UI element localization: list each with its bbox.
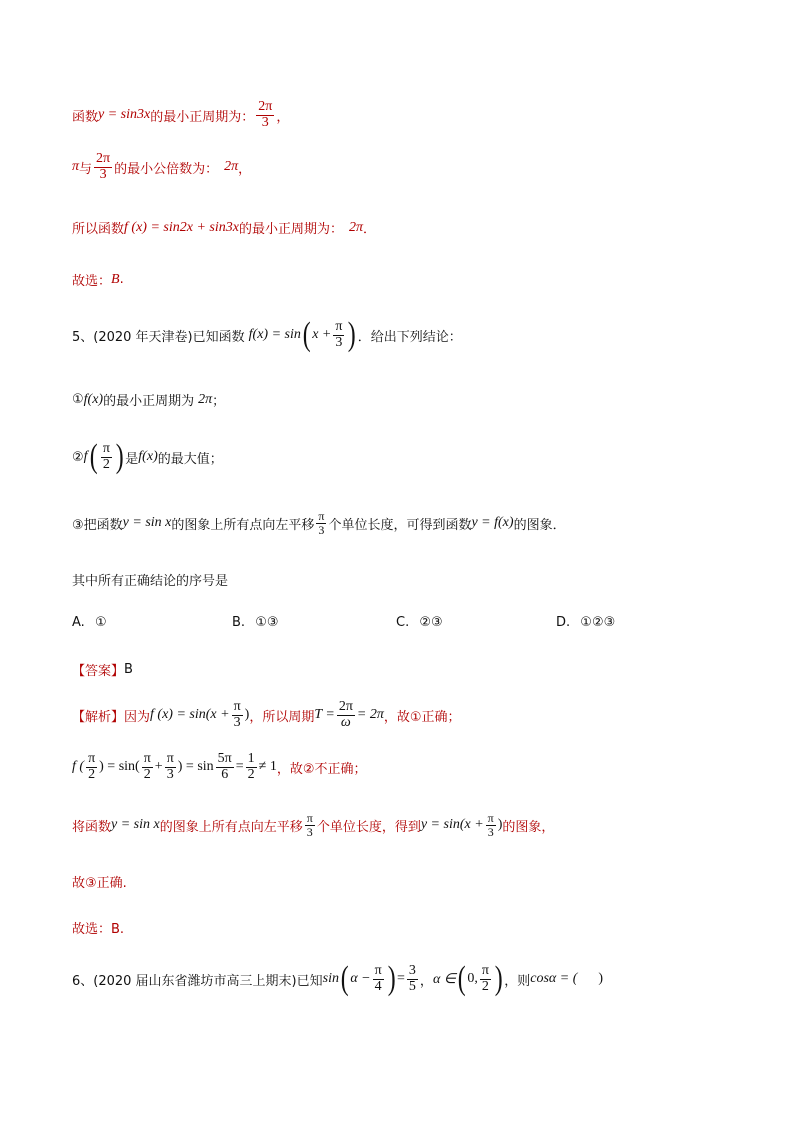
fraction xyxy=(246,752,257,782)
option-label: B. xyxy=(232,615,246,630)
text: 的最小正周期为： xyxy=(238,222,343,237)
text: 个单位长度，可得到函数 xyxy=(328,517,472,533)
text: 的图象上所有点向左平移 xyxy=(159,819,303,835)
question-5-prompt xyxy=(72,570,228,589)
numerator: π xyxy=(335,318,343,334)
text: 函数 xyxy=(72,109,99,125)
text: 的最小正周期为： xyxy=(150,109,255,125)
question-header: 5、(2020 年天津卷)已知函数 xyxy=(72,329,245,345)
denominator: 3 xyxy=(487,824,494,839)
denominator: 2 xyxy=(88,766,96,782)
math-expr: ≠ 1 xyxy=(258,759,277,775)
fraction xyxy=(142,752,153,782)
numerator: 3 xyxy=(408,962,416,978)
answer-letter: B xyxy=(111,271,120,287)
denominator: 3 xyxy=(233,714,241,730)
math-expr: f(x) xyxy=(83,391,104,407)
left-paren: ( xyxy=(340,960,349,997)
statement-marker: ③把函数 xyxy=(72,517,123,533)
text: ，则 xyxy=(504,973,531,989)
analysis-line-5 xyxy=(72,918,124,937)
denominator: 5 xyxy=(408,978,416,994)
text: . xyxy=(119,272,124,287)
text: 的图象， xyxy=(502,819,555,835)
numerator: π xyxy=(487,811,494,825)
analysis-line-1 xyxy=(72,700,461,730)
math-expr: y = sin x xyxy=(111,817,160,833)
text: 的最小公倍数为： xyxy=(114,161,219,177)
statement-marker: ① xyxy=(72,392,84,407)
fraction xyxy=(101,442,112,472)
solution-line-4 xyxy=(72,270,124,289)
left-paren: ( xyxy=(302,316,311,353)
math-expr: α ∈ xyxy=(432,971,456,987)
text: 的图象上所有点向左平移 xyxy=(171,517,315,533)
solution-line-3 xyxy=(72,218,376,237)
text: ，所以周期 xyxy=(249,709,315,725)
denominator: 2 xyxy=(481,978,489,994)
answer-tag: 【答案】 xyxy=(72,664,125,679)
fraction xyxy=(86,752,97,782)
text: 个单位长度，得到 xyxy=(316,819,421,835)
math-expr: f(x) = sin xyxy=(248,327,301,342)
math-expr: π xyxy=(72,159,80,175)
math-expr: x + xyxy=(312,327,332,342)
numerator: π xyxy=(374,962,382,978)
math-expr: = xyxy=(235,759,244,775)
text: ； xyxy=(212,394,226,409)
numerator: π xyxy=(306,811,313,825)
text: 的图象． xyxy=(513,517,566,533)
text: 的最大值； xyxy=(157,451,223,467)
text: ， xyxy=(276,109,290,125)
statement-marker: ② xyxy=(72,449,84,465)
option-d[interactable] xyxy=(556,615,615,630)
math-expr: α − xyxy=(350,971,371,986)
math-expr: f ( xyxy=(72,759,85,775)
denominator: 3 xyxy=(166,766,174,782)
math-expr: 2π xyxy=(198,391,213,407)
numerator: π xyxy=(102,440,110,456)
analysis-tag: 【解析】 xyxy=(72,709,125,725)
numerator: 2π xyxy=(258,99,273,114)
fraction xyxy=(232,700,243,730)
fraction xyxy=(407,964,418,994)
math-expr: y = sin(x + xyxy=(420,817,484,833)
denominator: 3 xyxy=(306,824,313,839)
math-expr: y = sin x xyxy=(122,515,172,531)
math-expr: ) xyxy=(497,817,503,833)
math-expr: f (x) = sin(x + xyxy=(150,707,230,723)
denominator: 3 xyxy=(335,334,343,350)
right-paren: ) xyxy=(115,438,124,475)
option-a[interactable] xyxy=(72,615,107,630)
text: 是 xyxy=(125,451,139,467)
option-value: ① xyxy=(94,615,107,630)
text: 因为 xyxy=(124,709,151,725)
math-expr: = 2π xyxy=(356,707,384,723)
text: 将函数 xyxy=(72,819,112,835)
fraction xyxy=(256,100,274,130)
fraction xyxy=(373,964,384,994)
numerator: π xyxy=(481,962,489,978)
math-expr: 2π xyxy=(224,159,239,175)
numerator: 5π xyxy=(217,751,232,766)
solution-line-1 xyxy=(72,100,289,130)
right-paren: ) xyxy=(494,960,503,997)
denominator: 3 xyxy=(318,522,325,537)
left-paren: ( xyxy=(89,438,98,475)
denominator: 3 xyxy=(261,114,269,130)
option-b[interactable] xyxy=(232,615,279,630)
fraction xyxy=(333,320,344,350)
text: 与 xyxy=(79,161,93,177)
numerator: 1 xyxy=(247,751,255,766)
math-expr: T = xyxy=(314,707,335,723)
option-value: ①②③ xyxy=(580,615,616,630)
denominator: 4 xyxy=(374,978,382,994)
denominator: 2 xyxy=(143,766,151,782)
denominator: 6 xyxy=(221,766,229,782)
text: 故③正确. xyxy=(72,876,127,891)
denominator: ω xyxy=(340,714,351,730)
numerator: π xyxy=(166,751,174,766)
math-expr: cosα = ( xyxy=(530,971,578,986)
math-expr: f(x) xyxy=(138,449,158,464)
text: ， xyxy=(419,973,433,989)
fraction xyxy=(480,964,491,994)
text: 其中所有正确结论的序号是 xyxy=(72,574,229,589)
option-label: C. xyxy=(396,615,410,630)
fraction xyxy=(165,752,176,782)
analysis-line-2 xyxy=(72,752,367,782)
text: ，故②不正确； xyxy=(276,761,367,777)
math-expr: f xyxy=(83,449,88,464)
math-expr: ) = sin( xyxy=(99,759,140,775)
fraction xyxy=(337,700,355,730)
numerator: π xyxy=(318,509,325,523)
solution-line-2 xyxy=(72,152,251,182)
math-expr: 0, xyxy=(467,971,478,986)
statement-1 xyxy=(72,390,225,409)
numerator: π xyxy=(143,751,151,766)
math-expr: = xyxy=(397,971,405,986)
numerator: π xyxy=(233,699,241,714)
math-expr: f (x) = sin2x + sin3x xyxy=(124,219,239,235)
fraction xyxy=(216,752,234,782)
option-value: ②③ xyxy=(419,615,443,630)
denominator: 2 xyxy=(247,766,255,782)
analysis-line-4 xyxy=(72,872,127,891)
statement-3 xyxy=(72,510,566,536)
text: ． xyxy=(362,222,376,237)
text: 故选： xyxy=(72,274,112,289)
answer-blank[interactable]: ) xyxy=(577,971,604,986)
math-expr: ) xyxy=(244,707,250,723)
fraction xyxy=(316,510,326,536)
math-expr: y = sin3x xyxy=(98,107,151,123)
numerator: 2π xyxy=(338,699,353,714)
math-expr: + xyxy=(154,759,163,775)
numerator: 2π xyxy=(96,151,111,166)
text: ，故①正确； xyxy=(383,709,461,725)
question-header: 6、(2020 届山东省潍坊市高三上期末)已知 xyxy=(72,973,323,989)
option-c[interactable] xyxy=(396,615,443,630)
numerator: π xyxy=(88,751,96,766)
question-5-stem xyxy=(72,318,462,352)
math-expr: y = f(x) xyxy=(471,515,514,531)
answer-line xyxy=(72,660,133,679)
answer-value: B xyxy=(124,662,133,677)
math-expr: sin xyxy=(322,971,339,986)
option-value: ①③ xyxy=(255,615,279,630)
statement-2 xyxy=(72,440,223,474)
fraction xyxy=(94,152,112,182)
math-expr: 2π xyxy=(348,219,363,235)
math-expr: ) = sin xyxy=(177,759,214,775)
text: 的最小正周期为 xyxy=(103,394,195,409)
question-6-stem xyxy=(72,962,603,996)
analysis-line-3 xyxy=(72,812,554,838)
right-paren: ) xyxy=(348,316,357,353)
text: 故选：B. xyxy=(72,922,125,937)
fraction xyxy=(305,812,315,838)
text: ， xyxy=(238,161,252,177)
denominator: 2 xyxy=(102,456,110,472)
option-label: D. xyxy=(556,615,571,630)
left-paren: ( xyxy=(457,960,466,997)
right-paren: ) xyxy=(387,960,396,997)
text: ．给出下列结论： xyxy=(357,329,462,345)
denominator: 3 xyxy=(99,166,107,182)
fraction xyxy=(486,812,496,838)
option-label: A. xyxy=(72,615,85,630)
text: 所以函数 xyxy=(72,222,125,237)
